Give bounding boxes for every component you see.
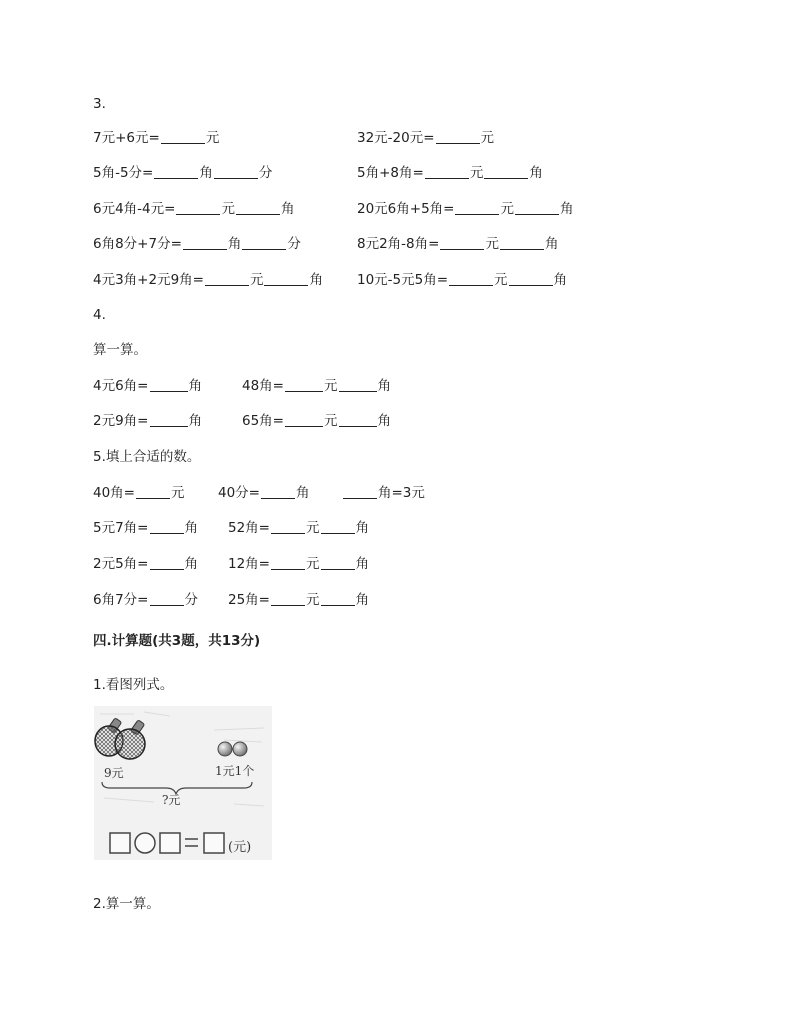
unit-label: 角: [280, 201, 295, 217]
question-title: 5.填上合适的数。: [93, 449, 201, 465]
unit-label: 元: [306, 520, 320, 536]
question-title: 2.算一算。: [93, 896, 160, 912]
exercise-item: [242, 377, 391, 395]
expression: 5角-5分=: [93, 165, 154, 181]
ball-icon: [218, 742, 232, 756]
exercise-item: [93, 129, 219, 147]
unit-label: 分: [258, 165, 273, 181]
exercise-item: [93, 200, 294, 218]
answer-blank[interactable]: [515, 200, 559, 215]
unit-label: 角: [355, 592, 369, 608]
answer-blank[interactable]: [440, 235, 484, 250]
answer-blank[interactable]: [343, 484, 377, 499]
expression: 4元3角+2元9角=: [93, 272, 204, 288]
expression: 5角+8角=: [357, 165, 424, 181]
unit-label: 角: [377, 413, 391, 429]
answer-blank[interactable]: [509, 271, 553, 286]
unit-label: 元: [494, 272, 508, 288]
expression: 40角=: [93, 485, 135, 501]
expression: 20元6角+5角=: [357, 201, 455, 217]
answer-blank[interactable]: [136, 484, 170, 499]
answer-blank[interactable]: [150, 519, 184, 534]
exercise-item: [357, 200, 573, 218]
unit-label: 元: [324, 413, 338, 429]
answer-blank[interactable]: [261, 484, 295, 499]
unit-label: 角: [199, 165, 213, 181]
equals-sign: [185, 839, 198, 846]
answer-blank[interactable]: [321, 591, 355, 606]
unit-label: 角: [309, 272, 323, 288]
exercise-item: [342, 484, 425, 502]
unit-label: 元: [324, 378, 338, 394]
exercise-item: [242, 412, 391, 430]
unit-label: 元: [171, 485, 185, 501]
expression: 52角=: [228, 520, 270, 536]
expression: 7元+6元=: [93, 130, 160, 146]
unit-label: 角: [188, 413, 202, 429]
answer-blank[interactable]: [242, 235, 286, 250]
exercise-item: [93, 235, 301, 253]
unit-label: 角: [529, 165, 543, 181]
answer-blank[interactable]: [339, 412, 377, 427]
unit-label: 角=3元: [378, 485, 425, 501]
answer-blank[interactable]: [436, 129, 480, 144]
unit-label: 元: [205, 130, 220, 146]
instruction: 算一算。: [93, 342, 147, 358]
unit-label: 角: [355, 556, 369, 572]
answer-blank[interactable]: [236, 200, 280, 215]
expression: 10元-5元5角=: [357, 272, 449, 288]
answer-blank[interactable]: [264, 271, 308, 286]
unit-label: 元: [469, 165, 484, 181]
question-title: 1.看图列式。: [93, 677, 174, 693]
exercise-item: [357, 271, 567, 289]
answer-blank[interactable]: [150, 555, 184, 570]
answer-blank[interactable]: [455, 200, 499, 215]
exercise-item: [93, 484, 185, 502]
expression: 6角7分=: [93, 592, 149, 608]
exercise-item: [357, 235, 558, 253]
answer-blank[interactable]: [161, 129, 205, 144]
expression: 25角=: [228, 592, 270, 608]
answer-blank[interactable]: [285, 412, 323, 427]
question-number: 4.: [93, 307, 106, 323]
answer-blank[interactable]: [214, 164, 258, 179]
expression: 5元7角=: [93, 520, 149, 536]
section-heading: 四.计算题(共3题，共13分): [93, 633, 261, 649]
ball-icon: [233, 742, 247, 756]
answer-blank[interactable]: [285, 377, 323, 392]
exercise-item: [228, 555, 369, 573]
unit-label: 角: [559, 201, 574, 217]
exercise-item: [218, 484, 310, 502]
answer-blank[interactable]: [271, 555, 305, 570]
unit-label: 角: [227, 236, 242, 252]
unit-label: 角: [355, 520, 369, 536]
exercise-item: [93, 555, 198, 573]
unit-label: 角: [296, 485, 310, 501]
total-label: ?元: [162, 793, 181, 807]
exercise-item: [93, 164, 272, 182]
answer-blank[interactable]: [150, 377, 188, 392]
ball-price-label: 1元1个: [215, 764, 255, 778]
expression: 6角8分+7分=: [93, 236, 182, 252]
question-number: 3.: [93, 96, 106, 112]
unit-label: 元: [306, 592, 320, 608]
expression: 32元-20元=: [357, 130, 435, 146]
answer-blank[interactable]: [484, 164, 528, 179]
answer-blank[interactable]: [321, 555, 355, 570]
expression: 48角=: [242, 378, 284, 394]
exercise-item: [93, 271, 323, 289]
unit-label: 元: [249, 272, 264, 288]
answer-blank[interactable]: [500, 235, 544, 250]
exercise-item: [228, 591, 369, 609]
expression: 2元9角=: [93, 413, 149, 429]
expression: 4元6角=: [93, 378, 149, 394]
expression: 2元5角=: [93, 556, 149, 572]
exercise-item: [93, 591, 198, 609]
exercise-item: [93, 412, 202, 430]
unit-label: 分: [184, 592, 198, 608]
expression: 6元4角-4元=: [93, 201, 176, 217]
unit-label: 元: [480, 130, 495, 146]
answer-blank[interactable]: [321, 519, 355, 534]
unit-label: 分: [287, 236, 301, 252]
racket-price-label: 9元: [104, 766, 124, 780]
answer-blank[interactable]: [205, 271, 249, 286]
unit-label: 角: [377, 378, 391, 394]
unit-label: 角: [184, 520, 198, 536]
exercise-item: [357, 164, 543, 182]
unit-label: 角: [544, 236, 559, 252]
answer-blank[interactable]: [425, 164, 469, 179]
answer-blank[interactable]: [176, 200, 220, 215]
expression: 8元2角-8角=: [357, 236, 440, 252]
exercise-item: [93, 377, 202, 395]
answer-blank[interactable]: [339, 377, 377, 392]
answer-blank[interactable]: [154, 164, 198, 179]
unit-label: 角: [188, 378, 202, 394]
unit-label: 元: [500, 201, 514, 217]
answer-blank[interactable]: [150, 412, 188, 427]
answer-blank[interactable]: [271, 519, 305, 534]
expression: 40分=: [218, 485, 260, 501]
answer-box: [110, 833, 130, 853]
answer-blank[interactable]: [183, 235, 227, 250]
answer-blank[interactable]: [150, 591, 184, 606]
expression: 12角=: [228, 556, 270, 572]
answer-box: [204, 833, 224, 853]
answer-box: [160, 833, 180, 853]
unit-label: 元: [306, 556, 320, 572]
picture-problem-figure: [94, 706, 272, 860]
unit-label: 元: [221, 201, 235, 217]
exercise-item: [357, 129, 494, 147]
answer-blank[interactable]: [449, 271, 493, 286]
unit-label: (元): [228, 840, 252, 855]
answer-blank[interactable]: [271, 591, 305, 606]
unit-label: 角: [553, 272, 568, 288]
exercise-item: [228, 519, 369, 537]
operator-circle: [135, 833, 155, 853]
expression: 65角=: [242, 413, 284, 429]
exercise-item: [93, 519, 198, 537]
unit-label: 元: [485, 236, 499, 252]
unit-label: 角: [184, 556, 198, 572]
